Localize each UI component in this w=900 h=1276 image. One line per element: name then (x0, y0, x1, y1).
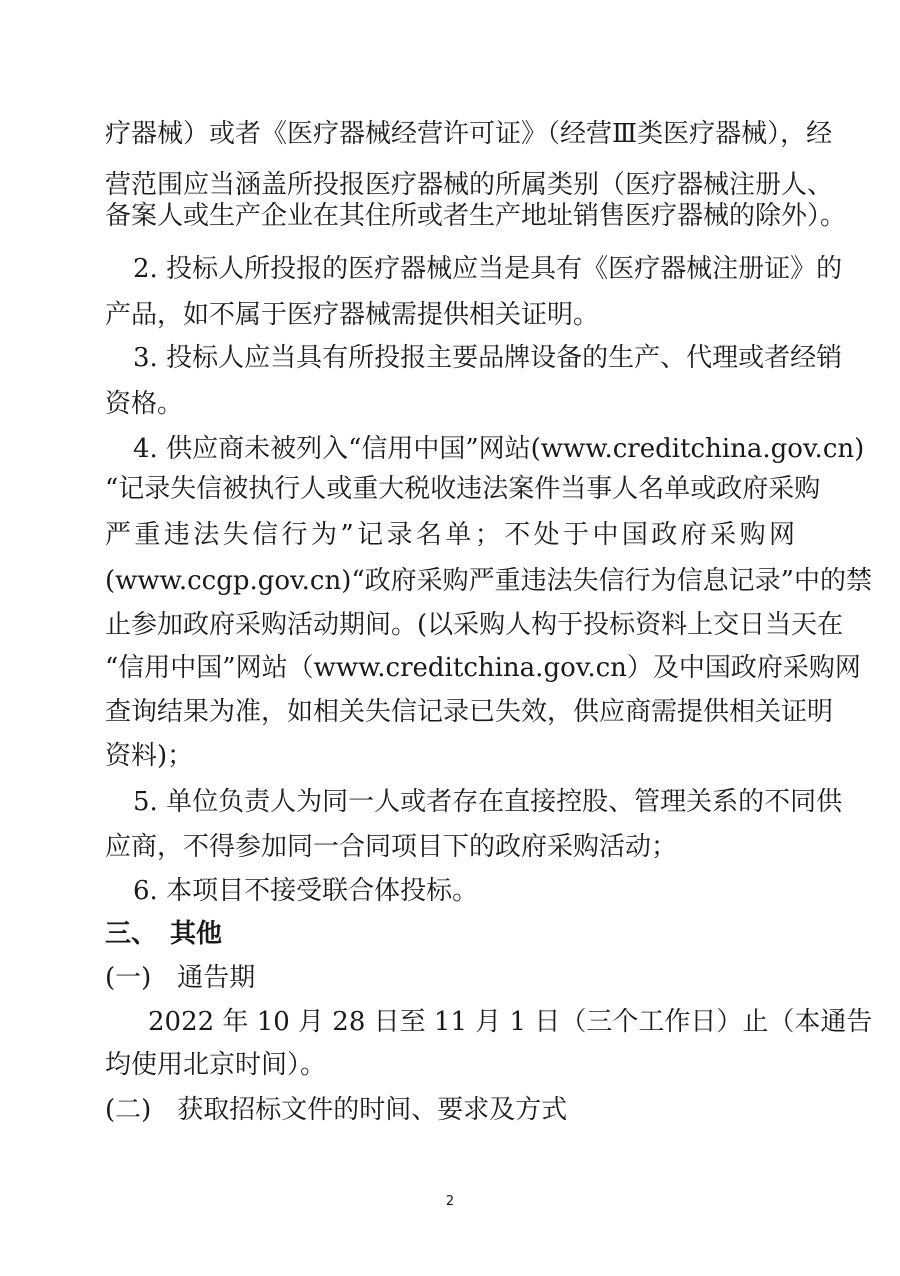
paragraph-line: 查询结果为准，如相关失信记录已失效，供应商需提供相关证明 (105, 697, 834, 727)
paragraph-line: “记录失信被执行人或重大税收违法案件当事人名单或政府采购 (105, 474, 821, 504)
paragraph-line: 5. 单位负责人为同一人或者存在直接控股、管理关系的不同供 (133, 787, 843, 817)
paragraph-line: 备案人或生产企业在其住所或者生产地址销售医疗器械的除外）。 (105, 201, 847, 231)
paragraph-line: 均使用北京时间）。 (105, 1050, 327, 1080)
paragraph-line: 3. 投标人应当具有所投报主要品牌设备的生产、代理或者经销 (133, 343, 843, 373)
page-number: 2 (445, 1194, 455, 1209)
paragraph-line: 资料)； (105, 741, 194, 771)
paragraph-line: 资格。 (105, 389, 184, 419)
subsection-heading: (二) 获取招标文件的时间、要求及方式 (105, 1095, 568, 1125)
subsection-heading: (一) 通告期 (105, 963, 256, 993)
paragraph-line: 营范围应当涵盖所投报医疗器械的所属类别（医疗器械注册人、 (105, 170, 834, 200)
paragraph-line: 2. 投标人所投报的医疗器械应当是具有《医疗器械注册证》的 (133, 254, 843, 284)
paragraph-line: 2022 年 10 月 28 日至 11 月 1 日（三个工作日）止（本通告 (148, 1007, 873, 1037)
paragraph-line: 产品，如不属于医疗器械需提供相关证明。 (105, 300, 600, 330)
paragraph-line: 疗器械）或者《医疗器械经营许可证》（经营Ⅲ类医疗器械），经 (105, 119, 833, 149)
paragraph-line: 严重违法失信行为”记录名单；不处于中国政府采购网 (105, 520, 795, 550)
paragraph-line: 止参加政府采购活动期间。(以采购人构于投标资料上交日当天在 (105, 610, 844, 640)
paragraph-line: “信用中国”网站（www.creditchina.gov.cn）及中国政府采购网 (105, 653, 861, 683)
section-heading: 三、 其他 (105, 919, 223, 949)
paragraph-line: 4. 供应商未被列入“信用中国”网站(www.creditchina.gov.cn) (133, 434, 865, 464)
paragraph-line: 6. 本项目不接受联合体投标。 (133, 876, 479, 906)
paragraph-line: 应商，不得参加同一合同项目下的政府采购活动； (105, 832, 678, 862)
paragraph-line: (www.ccgp.gov.cn)“政府采购严重违法失信行为信息记录”中的禁 (105, 566, 872, 596)
